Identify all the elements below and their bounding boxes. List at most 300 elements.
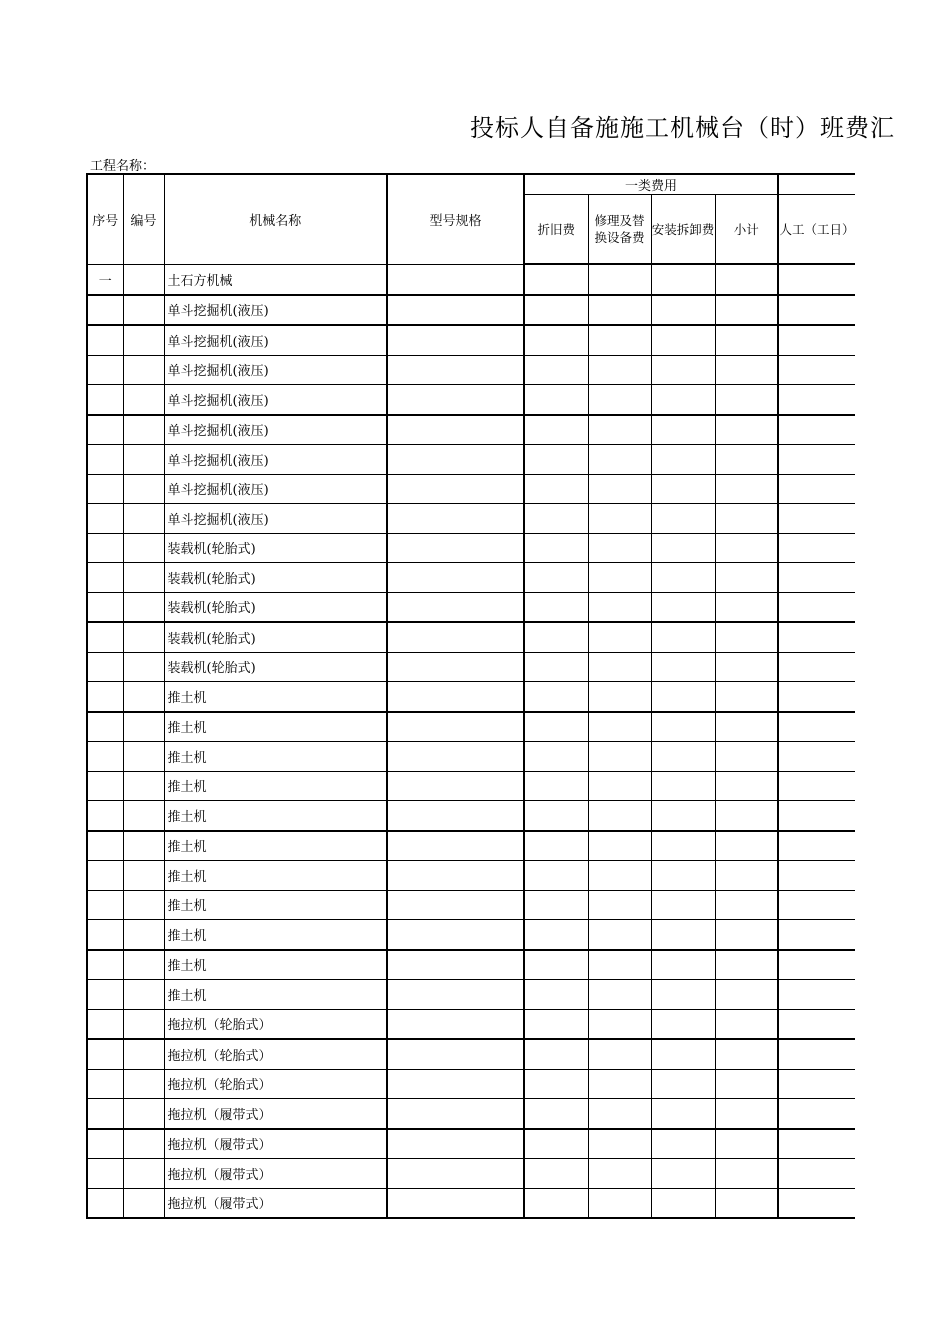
row-subtotal bbox=[715, 445, 778, 475]
table-row bbox=[87, 415, 855, 445]
row-model bbox=[387, 504, 524, 534]
row-machine-name: 推土机 bbox=[164, 742, 387, 772]
row-subtotal bbox=[715, 1039, 778, 1069]
row-depreciation bbox=[524, 1099, 588, 1129]
row-repair bbox=[588, 1009, 651, 1039]
row-subtotal bbox=[715, 831, 778, 861]
row-depreciation bbox=[524, 1129, 588, 1159]
category-row bbox=[87, 264, 855, 295]
header-repair: 修理及替换设备费 bbox=[588, 195, 651, 265]
row-model bbox=[387, 771, 524, 801]
row-code bbox=[123, 385, 164, 415]
row-subtotal bbox=[715, 950, 778, 980]
table-row bbox=[87, 1069, 855, 1099]
row-model bbox=[387, 1129, 524, 1159]
row-labor bbox=[778, 1009, 855, 1039]
row-labor bbox=[778, 771, 855, 801]
row-code bbox=[123, 1009, 164, 1039]
category-name: 土石方机械 bbox=[164, 264, 387, 295]
row-subtotal bbox=[715, 712, 778, 742]
table-row bbox=[87, 622, 855, 652]
row-subtotal bbox=[715, 801, 778, 831]
row-install bbox=[651, 1039, 715, 1069]
row-seq bbox=[87, 1188, 123, 1218]
row-model bbox=[387, 325, 524, 355]
row-labor bbox=[778, 980, 855, 1010]
row-subtotal bbox=[715, 1009, 778, 1039]
row-repair bbox=[588, 355, 651, 385]
row-install bbox=[651, 712, 715, 742]
row-labor bbox=[778, 1188, 855, 1218]
row-depreciation bbox=[524, 385, 588, 415]
row-install bbox=[651, 682, 715, 712]
row-code bbox=[123, 1069, 164, 1099]
row-subtotal bbox=[715, 415, 778, 445]
table-row bbox=[87, 295, 855, 326]
row-seq bbox=[87, 920, 123, 950]
row-model bbox=[387, 1159, 524, 1189]
row-install bbox=[651, 980, 715, 1010]
row-model bbox=[387, 1099, 524, 1129]
row-code bbox=[123, 415, 164, 445]
row-model bbox=[387, 831, 524, 861]
table-row bbox=[87, 831, 855, 861]
row-install bbox=[651, 325, 715, 355]
row-labor bbox=[778, 385, 855, 415]
row-depreciation bbox=[524, 504, 588, 534]
table-row bbox=[87, 1099, 855, 1129]
row-depreciation bbox=[524, 563, 588, 593]
row-subtotal bbox=[715, 622, 778, 652]
row-machine-name: 推土机 bbox=[164, 950, 387, 980]
row-model bbox=[387, 592, 524, 622]
row-depreciation bbox=[524, 295, 588, 326]
row-install bbox=[651, 563, 715, 593]
row-seq bbox=[87, 712, 123, 742]
table-row bbox=[87, 1039, 855, 1069]
row-seq bbox=[87, 1099, 123, 1129]
row-repair bbox=[588, 861, 651, 891]
row-seq bbox=[87, 1039, 123, 1069]
row-machine-name: 推土机 bbox=[164, 801, 387, 831]
row-install bbox=[651, 1159, 715, 1189]
row-depreciation bbox=[524, 742, 588, 772]
row-labor bbox=[778, 742, 855, 772]
row-seq bbox=[87, 592, 123, 622]
table-row bbox=[87, 533, 855, 563]
row-machine-name: 推土机 bbox=[164, 861, 387, 891]
row-depreciation bbox=[524, 1188, 588, 1218]
row-seq bbox=[87, 1069, 123, 1099]
row-subtotal bbox=[715, 920, 778, 950]
row-repair bbox=[588, 652, 651, 682]
row-install bbox=[651, 445, 715, 475]
row-code bbox=[123, 712, 164, 742]
row-machine-name: 推土机 bbox=[164, 771, 387, 801]
row-seq bbox=[87, 801, 123, 831]
table-row bbox=[87, 385, 855, 415]
row-machine-name: 装载机(轮胎式) bbox=[164, 533, 387, 563]
header-install: 安装拆卸费 bbox=[651, 195, 715, 265]
row-install bbox=[651, 295, 715, 326]
row-subtotal bbox=[715, 890, 778, 920]
row-model bbox=[387, 355, 524, 385]
row-labor bbox=[778, 355, 855, 385]
row-install bbox=[651, 474, 715, 504]
row-labor bbox=[778, 1039, 855, 1069]
row-labor bbox=[778, 533, 855, 563]
row-repair bbox=[588, 1129, 651, 1159]
row-seq bbox=[87, 445, 123, 475]
row-code bbox=[123, 890, 164, 920]
row-repair bbox=[588, 890, 651, 920]
category-model bbox=[387, 264, 524, 295]
row-install bbox=[651, 1099, 715, 1129]
row-seq bbox=[87, 474, 123, 504]
row-subtotal bbox=[715, 295, 778, 326]
row-depreciation bbox=[524, 355, 588, 385]
row-depreciation bbox=[524, 831, 588, 861]
row-depreciation bbox=[524, 533, 588, 563]
row-labor bbox=[778, 890, 855, 920]
row-install bbox=[651, 890, 715, 920]
row-machine-name: 单斗挖掘机(液压) bbox=[164, 415, 387, 445]
row-repair bbox=[588, 622, 651, 652]
category-seq: 一 bbox=[87, 264, 123, 295]
table-row bbox=[87, 592, 855, 622]
row-repair bbox=[588, 1188, 651, 1218]
row-subtotal bbox=[715, 652, 778, 682]
row-install bbox=[651, 1188, 715, 1218]
table-row bbox=[87, 980, 855, 1010]
row-subtotal bbox=[715, 1069, 778, 1099]
row-depreciation bbox=[524, 592, 588, 622]
row-machine-name: 装载机(轮胎式) bbox=[164, 592, 387, 622]
row-install bbox=[651, 801, 715, 831]
row-labor bbox=[778, 682, 855, 712]
row-subtotal bbox=[715, 355, 778, 385]
row-labor bbox=[778, 920, 855, 950]
table-row bbox=[87, 1188, 855, 1218]
row-repair bbox=[588, 771, 651, 801]
row-code bbox=[123, 355, 164, 385]
row-model bbox=[387, 801, 524, 831]
row-depreciation bbox=[524, 445, 588, 475]
row-depreciation bbox=[524, 652, 588, 682]
row-seq bbox=[87, 1129, 123, 1159]
row-depreciation bbox=[524, 622, 588, 652]
row-labor bbox=[778, 325, 855, 355]
row-model bbox=[387, 890, 524, 920]
row-labor bbox=[778, 504, 855, 534]
row-repair bbox=[588, 445, 651, 475]
row-subtotal bbox=[715, 385, 778, 415]
row-repair bbox=[588, 831, 651, 861]
row-seq bbox=[87, 831, 123, 861]
row-repair bbox=[588, 801, 651, 831]
row-install bbox=[651, 355, 715, 385]
row-subtotal bbox=[715, 1099, 778, 1129]
row-subtotal bbox=[715, 504, 778, 534]
row-machine-name: 装载机(轮胎式) bbox=[164, 622, 387, 652]
row-machine-name: 单斗挖掘机(液压) bbox=[164, 385, 387, 415]
row-code bbox=[123, 325, 164, 355]
row-seq bbox=[87, 622, 123, 652]
table-row bbox=[87, 652, 855, 682]
row-seq bbox=[87, 355, 123, 385]
row-code bbox=[123, 1159, 164, 1189]
row-code bbox=[123, 445, 164, 475]
table-row bbox=[87, 474, 855, 504]
row-install bbox=[651, 950, 715, 980]
row-code bbox=[123, 950, 164, 980]
row-install bbox=[651, 592, 715, 622]
row-repair bbox=[588, 742, 651, 772]
table-row bbox=[87, 1009, 855, 1039]
row-machine-name: 拖拉机（轮胎式） bbox=[164, 1009, 387, 1039]
row-machine-name: 推土机 bbox=[164, 682, 387, 712]
row-subtotal bbox=[715, 682, 778, 712]
row-seq bbox=[87, 415, 123, 445]
row-depreciation bbox=[524, 980, 588, 1010]
row-depreciation bbox=[524, 474, 588, 504]
row-labor bbox=[778, 831, 855, 861]
row-depreciation bbox=[524, 861, 588, 891]
table-row bbox=[87, 563, 855, 593]
row-code bbox=[123, 801, 164, 831]
row-depreciation bbox=[524, 950, 588, 980]
row-labor bbox=[778, 801, 855, 831]
row-model bbox=[387, 652, 524, 682]
row-labor bbox=[778, 652, 855, 682]
row-install bbox=[651, 1069, 715, 1099]
row-labor bbox=[778, 950, 855, 980]
row-model bbox=[387, 1069, 524, 1099]
table-row bbox=[87, 742, 855, 772]
row-subtotal bbox=[715, 325, 778, 355]
row-code bbox=[123, 592, 164, 622]
row-code bbox=[123, 682, 164, 712]
header-labor: 人工（工日） bbox=[778, 195, 855, 265]
row-repair bbox=[588, 325, 651, 355]
table-row bbox=[87, 445, 855, 475]
row-seq bbox=[87, 742, 123, 772]
row-subtotal bbox=[715, 742, 778, 772]
row-labor bbox=[778, 1129, 855, 1159]
row-labor bbox=[778, 861, 855, 891]
row-install bbox=[651, 652, 715, 682]
row-code bbox=[123, 1129, 164, 1159]
row-seq bbox=[87, 504, 123, 534]
row-labor bbox=[778, 622, 855, 652]
row-labor bbox=[778, 474, 855, 504]
row-code bbox=[123, 622, 164, 652]
row-install bbox=[651, 742, 715, 772]
row-depreciation bbox=[524, 682, 588, 712]
table-row bbox=[87, 861, 855, 891]
row-depreciation bbox=[524, 325, 588, 355]
row-code bbox=[123, 652, 164, 682]
project-name-label: 工程名称： bbox=[90, 159, 156, 174]
row-depreciation bbox=[524, 920, 588, 950]
row-seq bbox=[87, 682, 123, 712]
row-depreciation bbox=[524, 415, 588, 445]
table-row bbox=[87, 325, 855, 355]
row-machine-name: 单斗挖掘机(液压) bbox=[164, 474, 387, 504]
row-labor bbox=[778, 1099, 855, 1129]
row-depreciation bbox=[524, 890, 588, 920]
row-subtotal bbox=[715, 1129, 778, 1159]
row-seq bbox=[87, 652, 123, 682]
row-machine-name: 装载机(轮胎式) bbox=[164, 652, 387, 682]
row-subtotal bbox=[715, 861, 778, 891]
row-labor bbox=[778, 295, 855, 326]
row-labor bbox=[778, 415, 855, 445]
row-labor bbox=[778, 1069, 855, 1099]
row-model bbox=[387, 742, 524, 772]
row-subtotal bbox=[715, 533, 778, 563]
row-repair bbox=[588, 563, 651, 593]
row-machine-name: 推土机 bbox=[164, 920, 387, 950]
row-machine-name: 单斗挖掘机(液压) bbox=[164, 445, 387, 475]
table-row bbox=[87, 355, 855, 385]
row-repair bbox=[588, 474, 651, 504]
table-row bbox=[87, 771, 855, 801]
row-code bbox=[123, 742, 164, 772]
row-model bbox=[387, 445, 524, 475]
row-repair bbox=[588, 980, 651, 1010]
row-repair bbox=[588, 592, 651, 622]
row-subtotal bbox=[715, 1188, 778, 1218]
row-code bbox=[123, 920, 164, 950]
row-code bbox=[123, 563, 164, 593]
row-model bbox=[387, 712, 524, 742]
row-repair bbox=[588, 295, 651, 326]
row-machine-name: 单斗挖掘机(液压) bbox=[164, 325, 387, 355]
row-machine-name: 推土机 bbox=[164, 712, 387, 742]
row-seq bbox=[87, 1009, 123, 1039]
row-model bbox=[387, 415, 524, 445]
machinery-cost-table bbox=[86, 173, 855, 1219]
row-seq bbox=[87, 980, 123, 1010]
row-labor bbox=[778, 712, 855, 742]
row-install bbox=[651, 504, 715, 534]
row-depreciation bbox=[524, 1039, 588, 1069]
row-subtotal bbox=[715, 980, 778, 1010]
row-repair bbox=[588, 415, 651, 445]
row-model bbox=[387, 1009, 524, 1039]
row-model bbox=[387, 563, 524, 593]
row-repair bbox=[588, 504, 651, 534]
row-install bbox=[651, 533, 715, 563]
table-row bbox=[87, 1129, 855, 1159]
row-code bbox=[123, 504, 164, 534]
table-row bbox=[87, 920, 855, 950]
row-install bbox=[651, 1129, 715, 1159]
row-install bbox=[651, 622, 715, 652]
row-model bbox=[387, 474, 524, 504]
row-subtotal bbox=[715, 592, 778, 622]
row-seq bbox=[87, 325, 123, 355]
row-machine-name: 单斗挖掘机(液压) bbox=[164, 504, 387, 534]
row-subtotal bbox=[715, 563, 778, 593]
row-code bbox=[123, 1039, 164, 1069]
row-labor bbox=[778, 563, 855, 593]
row-repair bbox=[588, 533, 651, 563]
table-row bbox=[87, 890, 855, 920]
row-seq bbox=[87, 1159, 123, 1189]
row-machine-name: 推土机 bbox=[164, 890, 387, 920]
row-seq bbox=[87, 861, 123, 891]
row-machine-name: 推土机 bbox=[164, 831, 387, 861]
row-model bbox=[387, 385, 524, 415]
row-repair bbox=[588, 1039, 651, 1069]
row-model bbox=[387, 682, 524, 712]
row-code bbox=[123, 533, 164, 563]
row-machine-name: 拖拉机（履带式） bbox=[164, 1099, 387, 1129]
row-depreciation bbox=[524, 1069, 588, 1099]
row-subtotal bbox=[715, 474, 778, 504]
row-repair bbox=[588, 1069, 651, 1099]
row-install bbox=[651, 385, 715, 415]
row-labor bbox=[778, 1159, 855, 1189]
row-machine-name: 拖拉机（履带式） bbox=[164, 1129, 387, 1159]
row-model bbox=[387, 622, 524, 652]
row-code bbox=[123, 831, 164, 861]
row-seq bbox=[87, 563, 123, 593]
row-machine-name: 拖拉机（履带式） bbox=[164, 1159, 387, 1189]
table-row bbox=[87, 1159, 855, 1189]
row-install bbox=[651, 920, 715, 950]
row-seq bbox=[87, 771, 123, 801]
row-repair bbox=[588, 385, 651, 415]
row-model bbox=[387, 920, 524, 950]
row-code bbox=[123, 295, 164, 326]
header-seq: 序号 bbox=[87, 174, 123, 264]
row-repair bbox=[588, 712, 651, 742]
row-code bbox=[123, 771, 164, 801]
row-install bbox=[651, 861, 715, 891]
row-machine-name: 拖拉机（履带式） bbox=[164, 1188, 387, 1218]
row-seq bbox=[87, 295, 123, 326]
header-code: 编号 bbox=[123, 174, 164, 264]
row-model bbox=[387, 980, 524, 1010]
row-labor bbox=[778, 445, 855, 475]
table-row bbox=[87, 801, 855, 831]
row-machine-name: 单斗挖掘机(液压) bbox=[164, 355, 387, 385]
row-repair bbox=[588, 920, 651, 950]
row-install bbox=[651, 771, 715, 801]
row-install bbox=[651, 1009, 715, 1039]
page-title: 投标人自备施施工机械台（时）班费汇 bbox=[470, 114, 895, 142]
row-install bbox=[651, 415, 715, 445]
row-model bbox=[387, 295, 524, 326]
row-code bbox=[123, 861, 164, 891]
table-row bbox=[87, 950, 855, 980]
row-code bbox=[123, 1099, 164, 1129]
row-code bbox=[123, 1188, 164, 1218]
row-machine-name: 拖拉机（轮胎式） bbox=[164, 1069, 387, 1099]
row-labor bbox=[778, 592, 855, 622]
row-code bbox=[123, 980, 164, 1010]
row-seq bbox=[87, 533, 123, 563]
row-depreciation bbox=[524, 1009, 588, 1039]
row-depreciation bbox=[524, 1159, 588, 1189]
row-machine-name: 装载机(轮胎式) bbox=[164, 563, 387, 593]
row-machine-name: 拖拉机（轮胎式） bbox=[164, 1039, 387, 1069]
row-model bbox=[387, 1039, 524, 1069]
row-seq bbox=[87, 385, 123, 415]
